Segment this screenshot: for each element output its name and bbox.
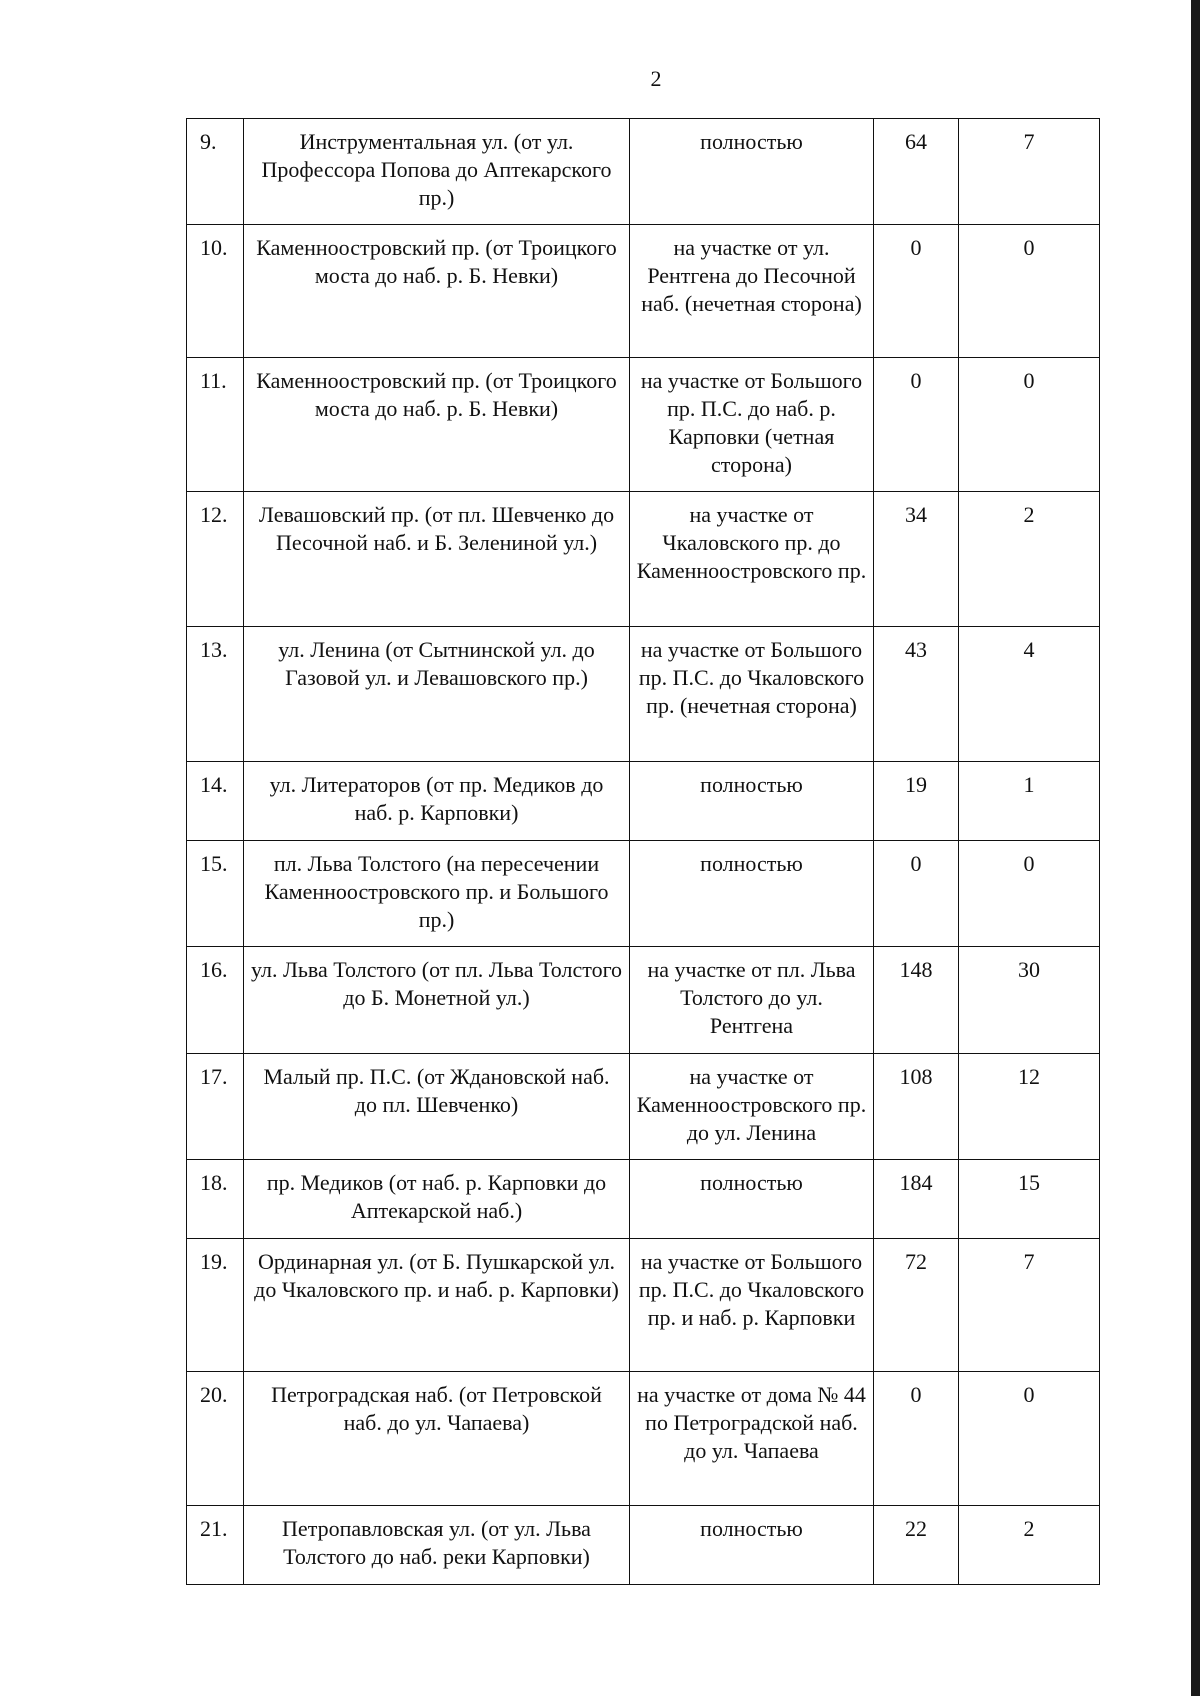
value2-cell: 2: [959, 1506, 1100, 1585]
value1-cell: 108: [874, 1054, 959, 1160]
table-row: [187, 225, 1100, 358]
street-cell: Каменноостровский пр. (от Троицкого моста до наб. р. Б. Невки): [244, 358, 630, 492]
section-cell: на участке от Большого пр. П.С. до Чкаловского пр. и наб. р. Карповки: [630, 1239, 874, 1372]
value1-cell: 184: [874, 1160, 959, 1239]
street-cell: пр. Медиков (от наб. р. Карповки до Аптекарской наб.): [244, 1160, 630, 1239]
value2-cell: 2: [959, 492, 1100, 627]
table-row: [187, 1372, 1100, 1506]
section-cell: полностью: [630, 119, 874, 225]
street-cell: Петроградская наб. (от Петровской наб. до ул. Чапаева): [244, 1372, 630, 1506]
row-number: 10.: [187, 225, 244, 358]
row-number: 21.: [187, 1506, 244, 1585]
section-cell: на участке от Большого пр. П.С. до Чкаловского пр. (нечетная сторона): [630, 627, 874, 762]
row-number: 15.: [187, 841, 244, 947]
section-cell: на участке от Чкаловского пр. до Каменноостровского пр.: [630, 492, 874, 627]
section-cell: полностью: [630, 841, 874, 947]
table-row: [187, 762, 1100, 841]
value2-cell: 0: [959, 225, 1100, 358]
table-row: [187, 627, 1100, 762]
streets-table: [186, 118, 1100, 1585]
row-number: 13.: [187, 627, 244, 762]
row-number: 11.: [187, 358, 244, 492]
row-number: 20.: [187, 1372, 244, 1506]
section-cell: на участке от Большого пр. П.С. до наб. р. Карповки (четная сторона): [630, 358, 874, 492]
row-number: 16.: [187, 947, 244, 1054]
street-cell: ул. Литераторов (от пр. Медиков до наб. р. Карповки): [244, 762, 630, 841]
row-number: 14.: [187, 762, 244, 841]
street-cell: ул. Ленина (от Сытнинской ул. до Газовой ул. и Левашовского пр.): [244, 627, 630, 762]
section-cell: на участке от дома № 44 по Петроградской наб. до ул. Чапаева: [630, 1372, 874, 1506]
street-cell: Каменноостровский пр. (от Троицкого моста до наб. р. Б. Невки): [244, 225, 630, 358]
value2-cell: 0: [959, 1372, 1100, 1506]
value2-cell: 4: [959, 627, 1100, 762]
value1-cell: 72: [874, 1239, 959, 1372]
value2-cell: 7: [959, 119, 1100, 225]
value2-cell: 0: [959, 841, 1100, 947]
table-row: [187, 841, 1100, 947]
table-row: [187, 1239, 1100, 1372]
value2-cell: 12: [959, 1054, 1100, 1160]
row-number: 19.: [187, 1239, 244, 1372]
value2-cell: 15: [959, 1160, 1100, 1239]
table-row: [187, 947, 1100, 1054]
street-cell: Ординарная ул. (от Б. Пушкарской ул. до Чкаловского пр. и наб. р. Карповки): [244, 1239, 630, 1372]
section-cell: полностью: [630, 762, 874, 841]
row-number: 9.: [187, 119, 244, 225]
row-number: 12.: [187, 492, 244, 627]
value1-cell: 0: [874, 1372, 959, 1506]
table-row: [187, 1054, 1100, 1160]
street-cell: ул. Льва Толстого (от пл. Льва Толстого до Б. Монетной ул.): [244, 947, 630, 1054]
value1-cell: 0: [874, 358, 959, 492]
section-cell: на участке от ул. Рентгена до Песочной наб. (нечетная сторона): [630, 225, 874, 358]
street-cell: Инструментальная ул. (от ул. Профессора Попова до Аптекарского пр.): [244, 119, 630, 225]
value2-cell: 1: [959, 762, 1100, 841]
street-cell: пл. Льва Толстого (на пересечении Каменноостровского пр. и Большого пр.): [244, 841, 630, 947]
value1-cell: 64: [874, 119, 959, 225]
table-row: [187, 119, 1100, 225]
table-row: [187, 1160, 1100, 1239]
section-cell: полностью: [630, 1506, 874, 1585]
section-cell: полностью: [630, 1160, 874, 1239]
row-number: 18.: [187, 1160, 244, 1239]
value1-cell: 0: [874, 841, 959, 947]
section-cell: на участке от Каменноостровского пр. до ул. Ленина: [630, 1054, 874, 1160]
value1-cell: 0: [874, 225, 959, 358]
table-row: [187, 492, 1100, 627]
value1-cell: 22: [874, 1506, 959, 1585]
table-row: [187, 358, 1100, 492]
street-cell: Петропавловская ул. (от ул. Льва Толстого до наб. реки Карповки): [244, 1506, 630, 1585]
street-cell: Малый пр. П.С. (от Ждановской наб. до пл. Шевченко): [244, 1054, 630, 1160]
value1-cell: 34: [874, 492, 959, 627]
value2-cell: 30: [959, 947, 1100, 1054]
table-row: [187, 1506, 1100, 1585]
value1-cell: 19: [874, 762, 959, 841]
street-cell: Левашовский пр. (от пл. Шевченко до Песочной наб. и Б. Зелениной ул.): [244, 492, 630, 627]
section-cell: на участке от пл. Льва Толстого до ул. Рентгена: [630, 947, 874, 1054]
value2-cell: 0: [959, 358, 1100, 492]
scan-edge: [1191, 0, 1200, 1696]
value1-cell: 148: [874, 947, 959, 1054]
value2-cell: 7: [959, 1239, 1100, 1372]
value1-cell: 43: [874, 627, 959, 762]
row-number: 17.: [187, 1054, 244, 1160]
page-number: 2: [650, 66, 662, 91]
